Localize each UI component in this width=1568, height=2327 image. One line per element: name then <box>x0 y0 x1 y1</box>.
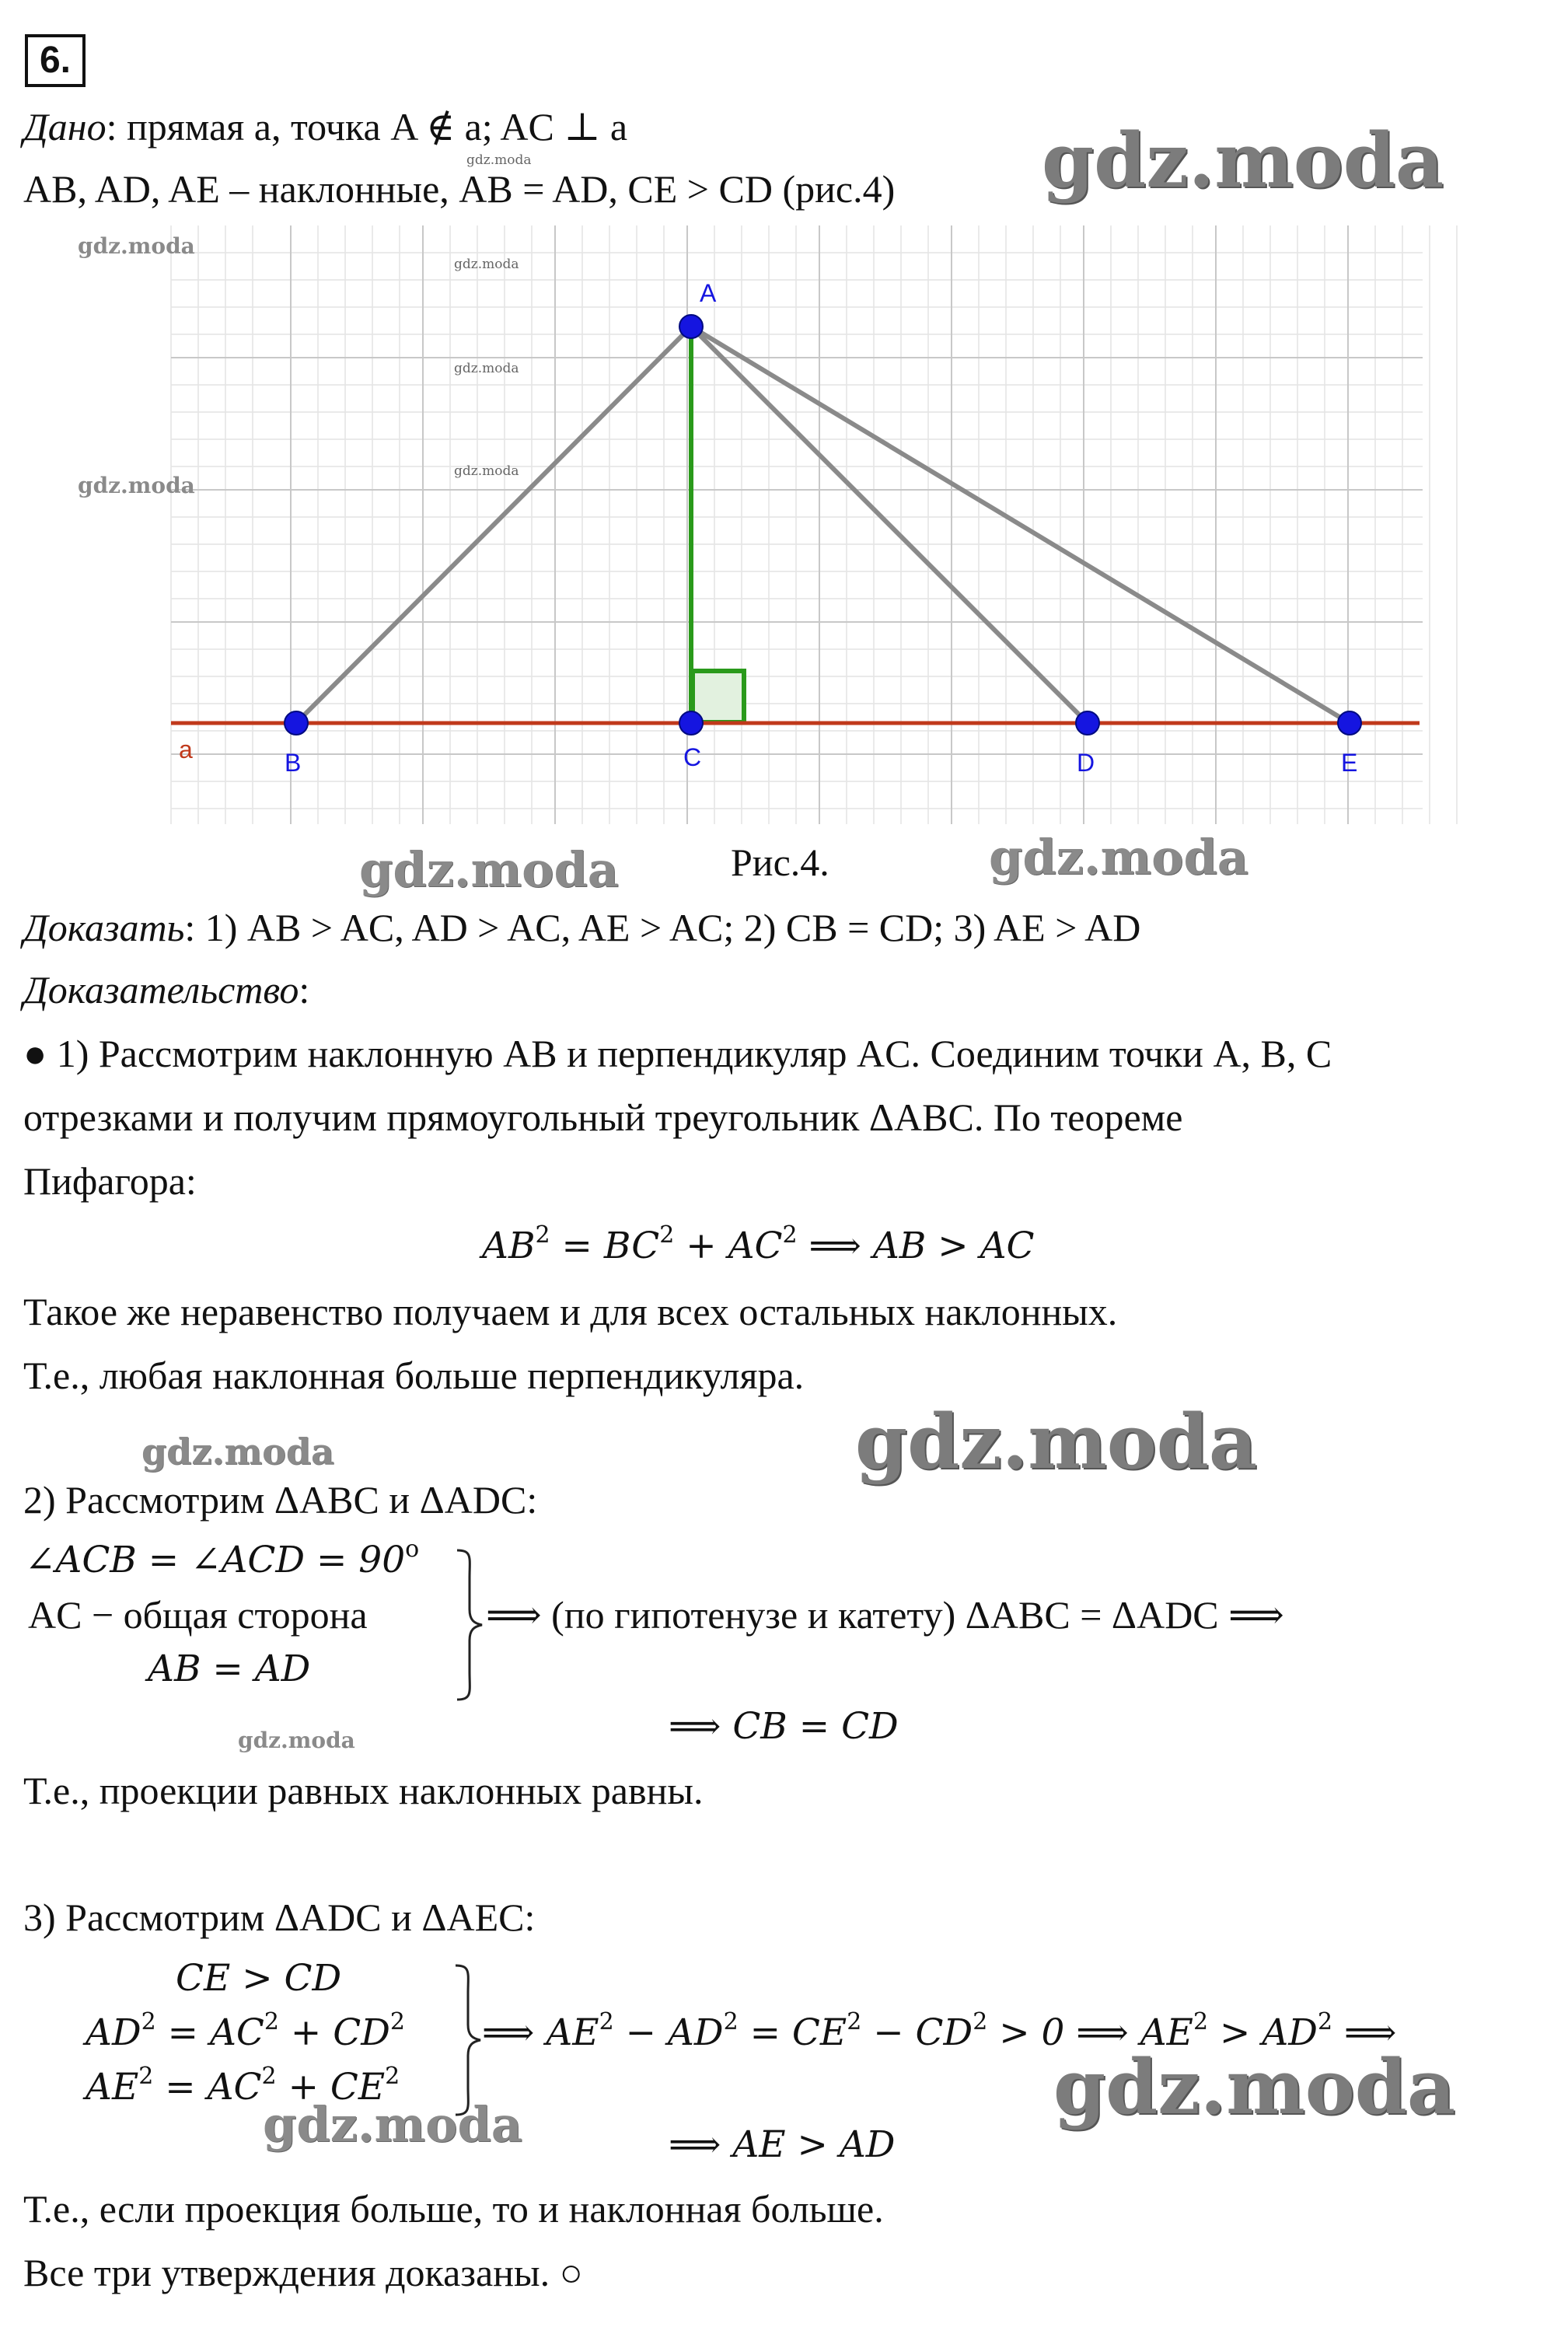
exp: 2 <box>385 2063 400 2090</box>
term: = AC <box>153 2066 262 2109</box>
watermark: gdz.moda <box>466 152 532 168</box>
part2-result-2: ⟹ CB = CD <box>669 1705 899 1748</box>
exp: 2 <box>973 2008 988 2035</box>
exp: 2 <box>141 2008 156 2035</box>
grid-major <box>171 225 1423 824</box>
given-text-2: AB, AD, AE – наклонные, AB = AD, CE > CD (рис.4) <box>23 167 896 211</box>
term: + CD <box>278 2011 390 2054</box>
degree-sup: o <box>405 1536 420 1563</box>
part1-line-3: Пифагора: <box>23 1159 197 1203</box>
part2-title: 2) Рассмотрим ΔABC и ΔADC: <box>23 1478 538 1522</box>
label-c: C <box>683 743 702 771</box>
part2-condition-3: AB = AD <box>148 1647 311 1690</box>
exp: 2 <box>659 1221 675 1249</box>
exp: 2 <box>723 2008 739 2035</box>
part2-condition-1 <box>25 1536 419 1589</box>
exp: 2 <box>261 2063 277 2090</box>
watermark: gdz.moda <box>855 1398 1258 1486</box>
part2-conclusion: Т.е., проекции равных наклонных равны. <box>23 1769 704 1812</box>
proof-colon: : <box>299 968 310 1012</box>
part1-formula <box>482 1222 1034 1275</box>
watermark: gdz.moda <box>78 473 195 498</box>
term: = CE <box>738 2011 847 2054</box>
angle-equality: ∠ACB = ∠ACD = 90 <box>25 1539 406 1581</box>
prove-label: Доказать <box>23 906 185 949</box>
term: AE <box>86 2066 139 2109</box>
watermark: gdz.moda <box>263 2096 522 2153</box>
exp: 2 <box>138 2063 154 2090</box>
label-d: D <box>1077 749 1095 777</box>
term: ⟹ AE <box>482 2011 599 2054</box>
exp: 2 <box>782 1221 798 1249</box>
part3-result-2: ⟹ AE > AD <box>669 2123 896 2166</box>
exp: 2 <box>847 2008 862 2035</box>
label-b: B <box>285 749 302 777</box>
watermark: gdz.moda <box>989 829 1248 886</box>
segment-ab <box>296 327 691 723</box>
point-d <box>1076 711 1099 735</box>
term: AD <box>86 2011 141 2054</box>
segment-ae <box>691 327 1350 723</box>
prove-text: : 1) AB > AC, AD > AC, AE > AC; 2) CB = CD; 3) AE > AD <box>184 906 1141 949</box>
term: > AD <box>1208 2011 1318 2054</box>
given-line-2 <box>23 165 895 213</box>
term: = AC <box>155 2011 264 2054</box>
proof-label: Доказательство <box>23 968 299 1012</box>
part2-brace <box>451 1547 490 1703</box>
label-e: E <box>1341 749 1358 777</box>
term: > 0 ⟹ AE <box>987 2011 1193 2054</box>
watermark: gdz.moda <box>78 233 195 259</box>
watermark: gdz.moda <box>454 257 519 272</box>
label-a: A <box>700 279 717 307</box>
point-c <box>679 711 703 735</box>
right-angle-mark <box>693 671 744 722</box>
part3-conclusion: Т.е., если проекция больше, то и наклонная больше. <box>23 2187 884 2231</box>
figure-caption: Рис.4. <box>731 840 829 884</box>
part3-condition-1: CE > CD <box>176 1957 342 2000</box>
prove-line <box>23 903 1140 952</box>
label-line-a: a <box>179 735 193 763</box>
part2-condition-2: AC − общая сторона <box>28 1593 368 1637</box>
term: + CE <box>276 2066 386 2109</box>
exp: 2 <box>1193 2008 1209 2035</box>
exp: 2 <box>1317 2008 1333 2035</box>
watermark: gdz.moda <box>454 463 519 479</box>
part1-line-2: отрезками и получим прямоугольный треугольник ΔABC. По теореме <box>23 1095 1183 1139</box>
problem-number: 6. <box>25 34 86 87</box>
part3-condition-2 <box>86 2009 405 2062</box>
final-statement: Все три утверждения доказаны. ○ <box>23 2251 583 2294</box>
proof-heading <box>23 966 309 1014</box>
term: − AD <box>613 2011 724 2054</box>
part3-title: 3) Рассмотрим ΔADC и ΔAEC: <box>23 1895 536 1939</box>
watermark: gdz.moda <box>454 361 519 376</box>
watermark: gdz.moda <box>359 841 619 898</box>
formula-bc: = BC <box>550 1225 660 1267</box>
grid <box>171 225 1457 824</box>
exp: 2 <box>264 2008 279 2035</box>
part1-line-1: ● 1) Рассмотрим наклонную AB и перпендикуляр AC. Соединим точки A, B, C <box>23 1032 1332 1075</box>
given-label: Дано <box>23 105 107 148</box>
given-text-1: : прямая a, точка A ∉ a; AC ⊥ a <box>106 105 628 148</box>
point-b <box>285 711 308 735</box>
watermark: gdz.moda <box>1042 117 1444 204</box>
given-line-1 <box>23 103 627 151</box>
watermark: gdz.moda <box>141 1431 334 1473</box>
term: − CD <box>861 2011 973 2054</box>
part1-line-5: Т.е., любая наклонная больше перпендикуляра. <box>23 1354 805 1397</box>
formula-ab: AB <box>482 1225 536 1267</box>
segment-ad <box>691 327 1088 723</box>
watermark: gdz.moda <box>238 1728 355 1753</box>
term: ⟹ <box>1332 2011 1397 2054</box>
exp: 2 <box>389 2008 405 2035</box>
formula-ac: + AC <box>674 1225 783 1267</box>
part2-result: ⟹ (по гипотенузе и катету) ΔABC = ΔADC ⟹ <box>486 1593 1284 1637</box>
watermark: gdz.moda <box>1053 2043 1456 2131</box>
formula-result: ⟹ AB > AC <box>797 1225 1035 1267</box>
figure-4 <box>0 218 1568 840</box>
exp: 2 <box>599 2008 614 2035</box>
point-a <box>679 315 703 338</box>
point-e <box>1338 711 1361 735</box>
exp: 2 <box>535 1221 550 1249</box>
part1-line-4: Такое же неравенство получаем и для всех остальных наклонных. <box>23 1290 1118 1333</box>
